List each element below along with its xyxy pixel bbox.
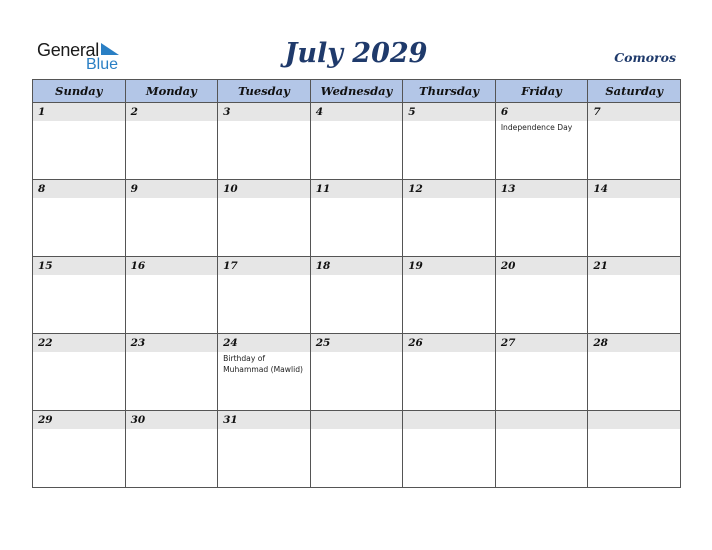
day-cell — [218, 257, 311, 334]
day-number: 7 — [588, 103, 680, 121]
day-cell — [218, 334, 311, 411]
country-name: Comoros — [614, 50, 676, 65]
day-number: 14 — [588, 180, 680, 198]
holiday-label: Independence Day — [500, 123, 573, 132]
day-cell — [33, 103, 126, 180]
day-cell — [125, 411, 218, 488]
day-cell — [403, 411, 496, 488]
day-cell — [403, 180, 496, 257]
day-cell — [125, 103, 218, 180]
day-cell — [33, 180, 126, 257]
day-number: 11 — [311, 180, 403, 198]
weekday-header: Saturday — [588, 80, 681, 103]
calendar-title: July 2029 — [284, 38, 428, 69]
weekday-header-row — [33, 80, 681, 103]
weekday-header: Tuesday — [218, 80, 311, 103]
day-number: 9 — [126, 180, 218, 198]
day-cell — [218, 103, 311, 180]
day-cell — [310, 180, 403, 257]
day-cell — [125, 180, 218, 257]
day-number — [496, 411, 588, 429]
day-cell — [588, 103, 681, 180]
day-cell — [33, 257, 126, 334]
day-number: 12 — [403, 180, 495, 198]
day-cell — [588, 180, 681, 257]
day-number — [588, 411, 680, 429]
day-cell — [495, 103, 588, 180]
week-row — [33, 180, 681, 257]
day-number — [311, 411, 403, 429]
week-row — [33, 334, 681, 411]
weekday-header: Wednesday — [310, 80, 403, 103]
day-number: 10 — [218, 180, 310, 198]
day-cell — [495, 411, 588, 488]
day-cell — [310, 103, 403, 180]
day-cell — [33, 411, 126, 488]
day-number: 29 — [33, 411, 125, 429]
day-number: 31 — [218, 411, 310, 429]
day-cell — [588, 334, 681, 411]
day-number: 15 — [33, 257, 125, 275]
day-number: 3 — [218, 103, 310, 121]
weekday-header: Friday — [495, 80, 588, 103]
day-number: 26 — [403, 334, 495, 352]
week-row — [33, 103, 681, 180]
day-cell — [495, 334, 588, 411]
day-cell — [403, 103, 496, 180]
logo-blue-text: Blue — [86, 56, 119, 73]
day-number: 21 — [588, 257, 680, 275]
day-number: 2 — [126, 103, 218, 121]
day-number: 13 — [496, 180, 588, 198]
day-number: 23 — [126, 334, 218, 352]
week-row — [33, 257, 681, 334]
day-number: 20 — [496, 257, 588, 275]
day-cell — [403, 334, 496, 411]
day-number: 27 — [496, 334, 588, 352]
day-number — [403, 411, 495, 429]
day-number: 5 — [403, 103, 495, 121]
day-cell — [310, 334, 403, 411]
weekday-header: Thursday — [403, 80, 496, 103]
logo-general-text: General — [37, 40, 99, 60]
day-number: 1 — [33, 103, 125, 121]
day-cell — [125, 334, 218, 411]
day-cell — [33, 334, 126, 411]
day-cell — [403, 257, 496, 334]
day-cell — [310, 257, 403, 334]
day-number: 25 — [311, 334, 403, 352]
day-number: 4 — [311, 103, 403, 121]
day-number: 8 — [33, 180, 125, 198]
day-cell — [588, 411, 681, 488]
day-number: 17 — [218, 257, 310, 275]
weekday-header: Sunday — [33, 80, 126, 103]
day-number: 30 — [126, 411, 218, 429]
holiday-label: Birthday of Muhammad (Mawlid) — [223, 354, 304, 374]
day-number: 22 — [33, 334, 125, 352]
weekday-header: Monday — [125, 80, 218, 103]
day-cell — [495, 257, 588, 334]
day-cell — [125, 257, 218, 334]
week-row — [33, 411, 681, 488]
day-number: 19 — [403, 257, 495, 275]
day-cell — [495, 180, 588, 257]
day-number: 18 — [311, 257, 403, 275]
day-number: 6 — [496, 103, 588, 121]
day-cell — [588, 257, 681, 334]
day-number: 28 — [588, 334, 680, 352]
day-number: 16 — [126, 257, 218, 275]
day-cell — [218, 180, 311, 257]
day-number: 24 — [218, 334, 310, 352]
calendar-grid — [32, 79, 681, 488]
day-cell — [218, 411, 311, 488]
day-cell — [310, 411, 403, 488]
